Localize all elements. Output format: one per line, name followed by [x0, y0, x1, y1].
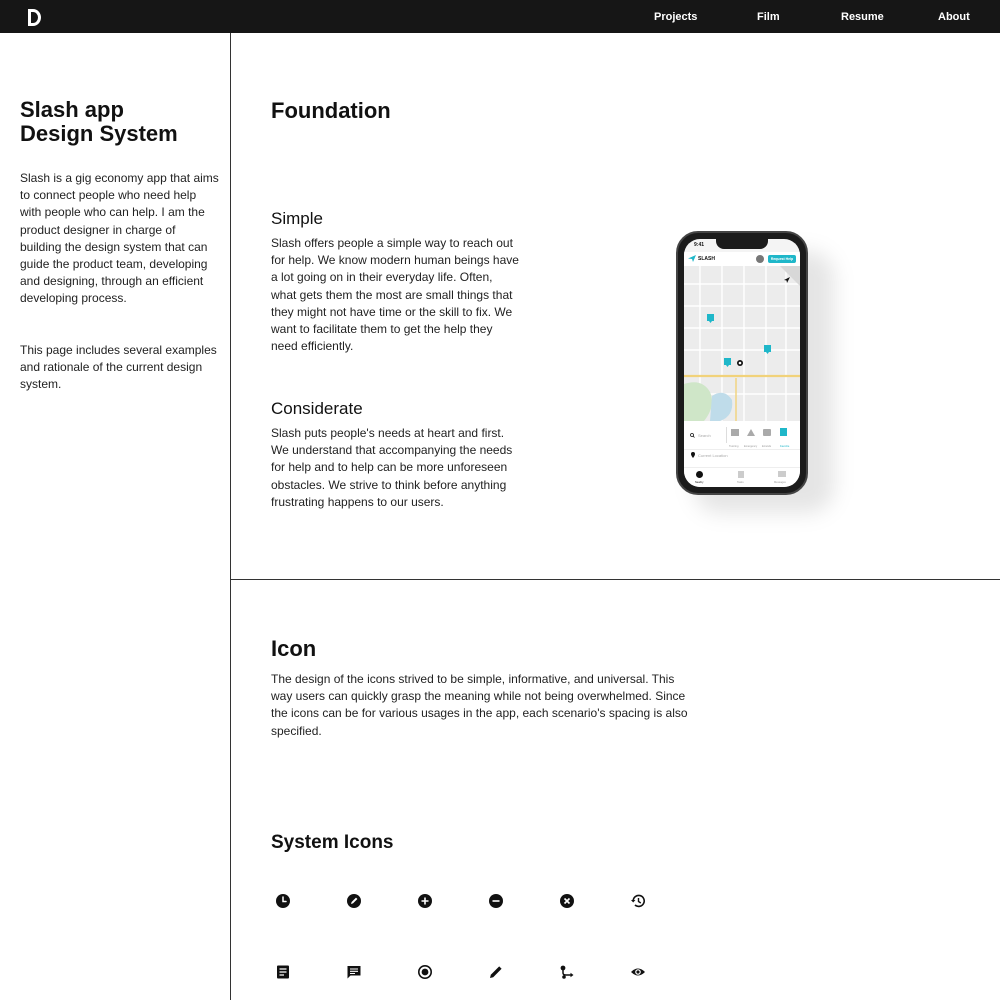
tutoring-icon — [731, 429, 739, 436]
phone-frame — [676, 231, 808, 495]
clock-icon — [275, 893, 291, 909]
slash-logo-icon — [688, 255, 696, 262]
considerate-paragraph: Slash puts people's needs at heart and first. We understand that accompanying the needs for help and to help can be more unforeseen obstacles. We strive to think before anything frustrating happens to our users. — [271, 426, 513, 509]
considerate-heading: Considerate — [271, 399, 363, 418]
messages-icon — [778, 471, 786, 477]
tasks-icon — [738, 471, 744, 478]
system-icons-heading: System Icons — [271, 832, 394, 853]
page-title: Slash app Design System — [20, 97, 178, 146]
edit-circle-icon — [346, 893, 362, 909]
search-input: Search — [698, 433, 711, 438]
icon-heading: Icon — [271, 636, 317, 661]
bottom-panel: Search Tutoring Emergency Errands Favorite Current Location Nearby Tasks Messages — [684, 421, 800, 487]
icon-paragraph: The design of the icons strived to be simple, informative, and universal. This way users can quickly grasp the meaning while not being overwhelmed. Since the icons can be for various usages in the app, each scenario's spacing is also specified. — [271, 672, 688, 738]
request-help-button: Request Help — [768, 255, 796, 263]
avatar — [756, 255, 764, 263]
map-view — [684, 266, 800, 421]
top-navigation-bar — [0, 0, 1000, 33]
foundation-heading: Foundation — [271, 98, 391, 123]
phone-screen — [684, 239, 800, 487]
radio-selected-icon — [417, 964, 433, 980]
search-icon — [690, 433, 695, 438]
sidebar-divider — [230, 33, 231, 1000]
errands-icon — [763, 429, 771, 436]
intro-paragraph: Slash is a gig economy app that aims to connect people who need help with people who can help. I am the product designer in charge of building the design system that can guide the product team, developing and designing, through an efficient developing process. — [20, 171, 219, 306]
status-time: 9:41 — [694, 242, 705, 248]
pencil-icon — [488, 964, 504, 980]
nav-projects-link[interactable]: Projects — [654, 11, 698, 23]
route-icon — [559, 964, 575, 980]
simple-heading: Simple — [271, 209, 323, 228]
chat-icon — [346, 964, 362, 980]
app-name: SLASH — [698, 256, 715, 262]
section-divider — [230, 579, 1000, 580]
emergency-icon — [747, 429, 755, 436]
eye-icon — [630, 964, 646, 980]
note-paragraph: This page includes several examples and rationale of the current design system. — [20, 343, 217, 392]
d-logo-icon[interactable] — [28, 9, 41, 26]
document-icon — [275, 964, 291, 980]
add-circle-icon — [417, 893, 433, 909]
favorite-icon — [780, 428, 787, 436]
nearby-icon — [696, 471, 703, 478]
phone-mockup — [676, 231, 808, 495]
app-header — [684, 252, 800, 266]
simple-paragraph: Slash offers people a simple way to reach out for help. We know modern human beings have a lot going on in their everyday life. Often, what gets them the most are small things that they might not have time or the skill to fix. We want to facilitate them to get the help they need efficiently. — [271, 236, 519, 354]
remove-circle-icon — [488, 893, 504, 909]
nav-about-link[interactable]: About — [938, 11, 970, 23]
history-icon — [630, 893, 646, 909]
nav-resume-link[interactable]: Resume — [841, 11, 884, 23]
cancel-circle-icon — [559, 893, 575, 909]
location-input: Current Location — [698, 453, 728, 458]
location-pin-icon — [691, 452, 695, 458]
nav-film-link[interactable]: Film — [757, 11, 780, 23]
